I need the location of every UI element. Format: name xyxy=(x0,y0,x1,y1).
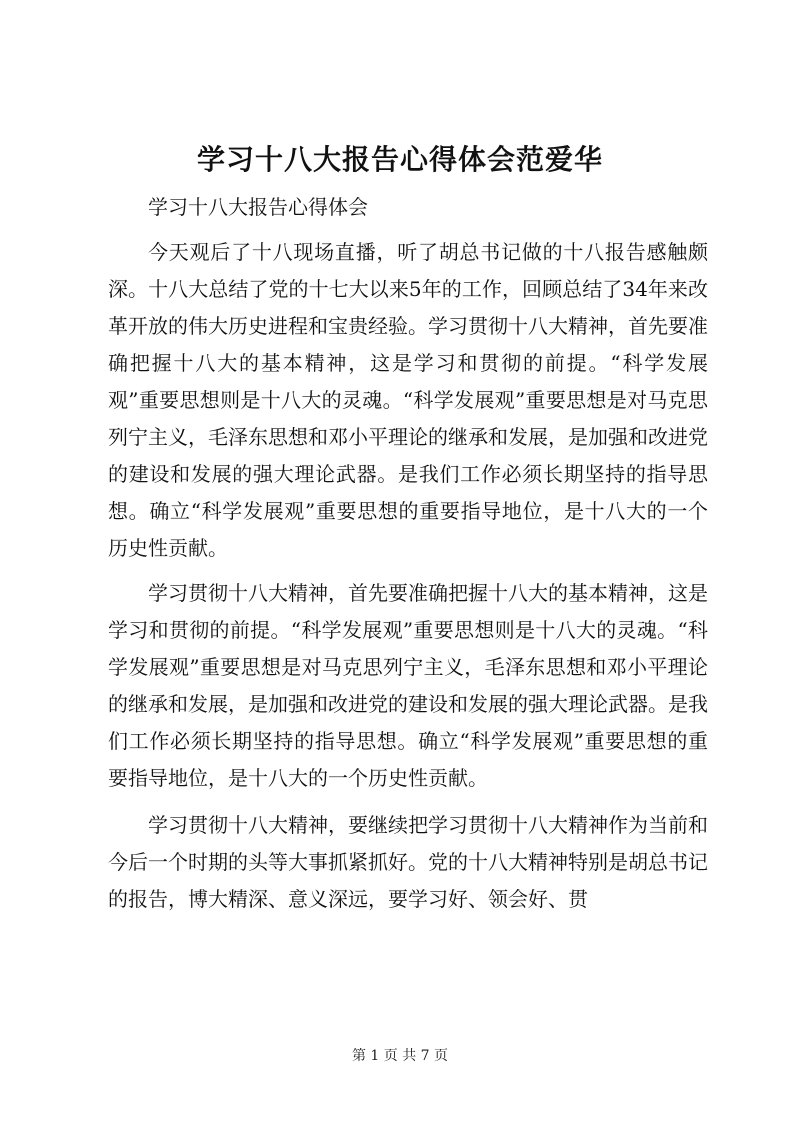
page-number-footer: 第 1 页 共 7 页 xyxy=(351,1048,449,1064)
document-subtitle: 学习十八大报告心得体会 xyxy=(148,195,368,219)
document-title: 学习十八大报告心得体会范爱华 xyxy=(196,143,603,176)
document-body xyxy=(108,189,708,918)
body-paragraph-1: 今天观后了十八现场直播，听了胡总书记做的十八报告感触颇深。十八大总结了党的十七大以来5年的工作，回顾总结了34年来改革开放的伟大历史进程和宝贵经验。学习贯彻十八大精神，首先要准确把握十八大的基本精神，这是学习和贯彻的前提。“科学发展观”重要思想则是十八大的灵魂。“科学发展观”重要思想是对马克思列宁主义，毛泽东思想和邓小平理论的继承和发展，是加强和改进党的建设和发展的强大理论武器。是我们工作必须长期坚持的指导思想。确立“科学发展观”重要思想的重要指导地位，是十八大的一个历史性贡献。 xyxy=(108,240,708,560)
body-paragraph-2: 学习贯彻十八大精神，首先要准确把握十八大的基本精神，这是学习和贯彻的前提。“科学发展观”重要思想则是十八大的灵魂。“科学发展观”重要思想是对马克思列宁主义，毛泽东思想和邓小平理论的继承和发展，是加强和改进党的建设和发展的强大理论武器。是我们工作必须长期坚持的指导思想。确立“科学发展观”重要思想的重要指导地位，是十八大的一个历史性贡献。 xyxy=(108,581,708,790)
body-paragraph-3: 学习贯彻十八大精神，要继续把学习贯彻十八大精神作为当前和今后一个时期的头等大事抓紧抓好。党的十八大精神特别是胡总书记的报告，博大精深、意义深远，要学习好、领会好、贯 xyxy=(108,813,708,911)
